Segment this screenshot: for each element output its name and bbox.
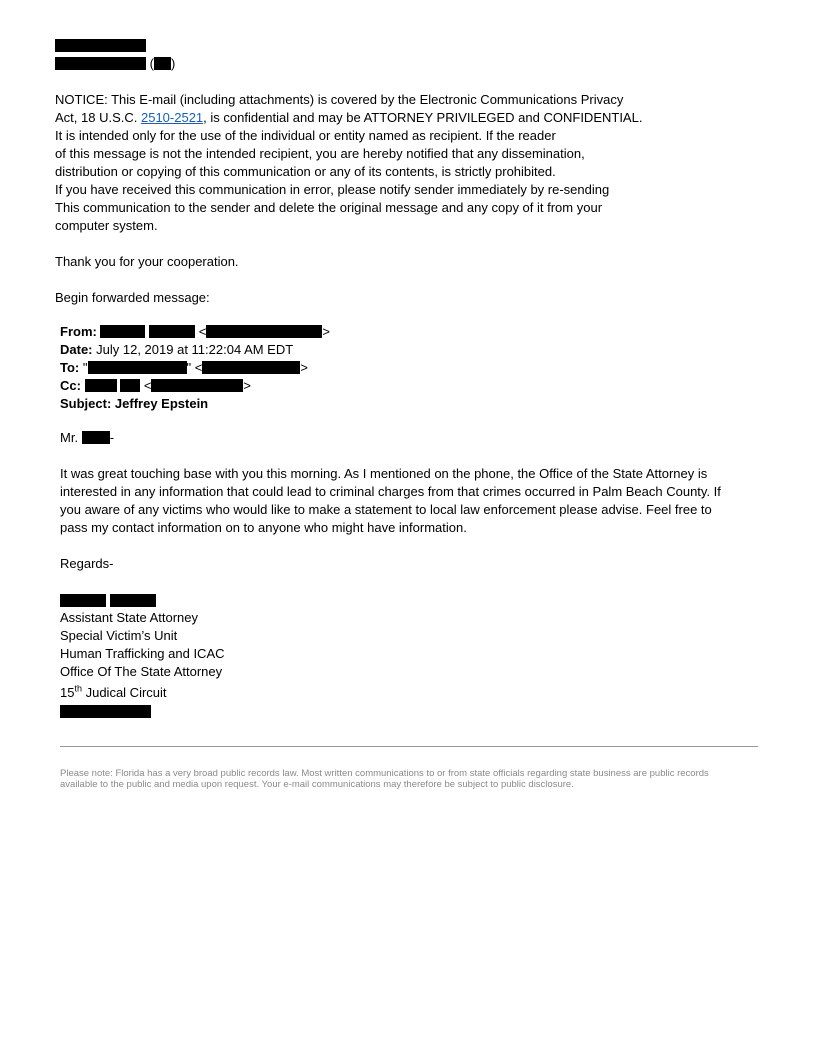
from-label: From: <box>60 324 97 339</box>
redaction <box>151 379 243 392</box>
header-line-2 <box>55 55 175 73</box>
footer-divider <box>60 746 758 747</box>
begin-forwarded-text: Begin forwarded message: <box>55 290 210 305</box>
notice-line: This communication to the sender and delete the original message and any copy of it from your <box>55 200 603 215</box>
notice-line: It is intended only for the use of the individual or entity named as recipient. If the reader <box>55 128 556 143</box>
notice-line: NOTICE: This E-mail (including attachments) is covered by the Electronic Communications Privacy <box>55 92 624 107</box>
message-line: It was great touching base with you this morning. As I mentioned on the phone, the Office of the State Attorney is <box>60 466 708 481</box>
notice-line: If you have received this communication in error, please notify sender immediately by re-sending <box>55 182 610 197</box>
redaction <box>55 39 146 52</box>
paren-close: ) <box>170 56 176 71</box>
redaction <box>206 325 322 338</box>
forwarded-cc <box>60 377 251 395</box>
signature-division: Human Trafficking and ICAC <box>60 646 225 661</box>
redaction <box>55 57 146 70</box>
date-label: Date: <box>60 342 93 357</box>
salutation <box>60 429 114 447</box>
angle-close: > <box>300 360 308 375</box>
salutation-dash: - <box>109 430 115 445</box>
notice-text: , is confidential and may be ATTORNEY PRIVILEGED and CONFIDENTIAL. <box>203 110 643 125</box>
message-line: you aware of any victims who would like to make a statement to local law enforcement please advise. Feel free to <box>60 502 712 517</box>
signature-circuit <box>60 684 167 702</box>
redaction <box>110 594 156 607</box>
statute-link[interactable]: 2510-2521 <box>140 110 204 125</box>
angle-open: < <box>143 378 152 393</box>
redaction <box>120 379 140 392</box>
forwarded-date <box>60 341 293 359</box>
public-records-disclaimer <box>60 768 760 790</box>
disclaimer-line: available to the public and media upon request. Your e-mail communications may therefore be subject to public disclosure. <box>60 779 574 790</box>
forwarded-from <box>60 323 330 341</box>
notice-text: Act, 18 U.S.C. <box>55 110 141 125</box>
disclaimer-line: Please note: Florida has a very broad public records law. Most written communications to or from state officials regarding state business are public records <box>60 768 709 779</box>
cc-label: Cc: <box>60 378 81 393</box>
redaction <box>202 361 300 374</box>
subject-value: Jeffrey Epstein <box>114 396 209 411</box>
message-line: interested in any information that could lead to criminal charges from that crimes occurred in Palm Beach County. If <box>60 484 721 499</box>
signature-contact <box>60 703 151 721</box>
redaction <box>82 431 110 444</box>
angle-close: > <box>322 324 330 339</box>
circuit-number: 15 <box>60 685 75 700</box>
signature-office: Office Of The State Attorney <box>60 664 223 679</box>
to-label: To: <box>60 360 80 375</box>
quote-close: " < <box>186 360 203 375</box>
paren-open: ( <box>149 56 154 71</box>
notice-line: of this message is not the intended recipient, you are hereby notified that any dissemination, <box>55 146 585 161</box>
regards-text: Regards- <box>60 556 114 571</box>
thanks-text: Thank you for your cooperation. <box>55 254 239 269</box>
redaction <box>100 325 145 338</box>
header-line-1 <box>55 37 146 55</box>
redaction <box>60 705 151 718</box>
angle-open: < <box>198 324 207 339</box>
redaction <box>85 379 117 392</box>
forwarded-to <box>60 359 308 377</box>
notice-line: distribution or copying of this communication or any of its contents, is strictly prohibited. <box>55 164 556 179</box>
redaction <box>154 57 171 70</box>
message-line: pass my contact information on to anyone who might have information. <box>60 520 467 535</box>
forwarded-subject <box>60 395 208 413</box>
signature-unit: Special Victim’s Unit <box>60 628 178 643</box>
redaction <box>88 361 187 374</box>
quote-open: " <box>82 360 88 375</box>
date-value: July 12, 2019 at 11:22:04 AM EDT <box>96 342 294 357</box>
notice-line: computer system. <box>55 218 158 233</box>
subject-label: Subject: <box>60 396 112 411</box>
circuit-suffix: th <box>74 683 82 694</box>
redaction <box>149 325 195 338</box>
angle-close: > <box>243 378 252 393</box>
signature-name <box>60 592 156 610</box>
notice-line <box>55 109 642 127</box>
signature-title: Assistant State Attorney <box>60 610 199 625</box>
circuit-text: Judical Circuit <box>81 685 167 700</box>
redaction <box>60 594 106 607</box>
salutation-text: Mr. <box>60 430 79 445</box>
